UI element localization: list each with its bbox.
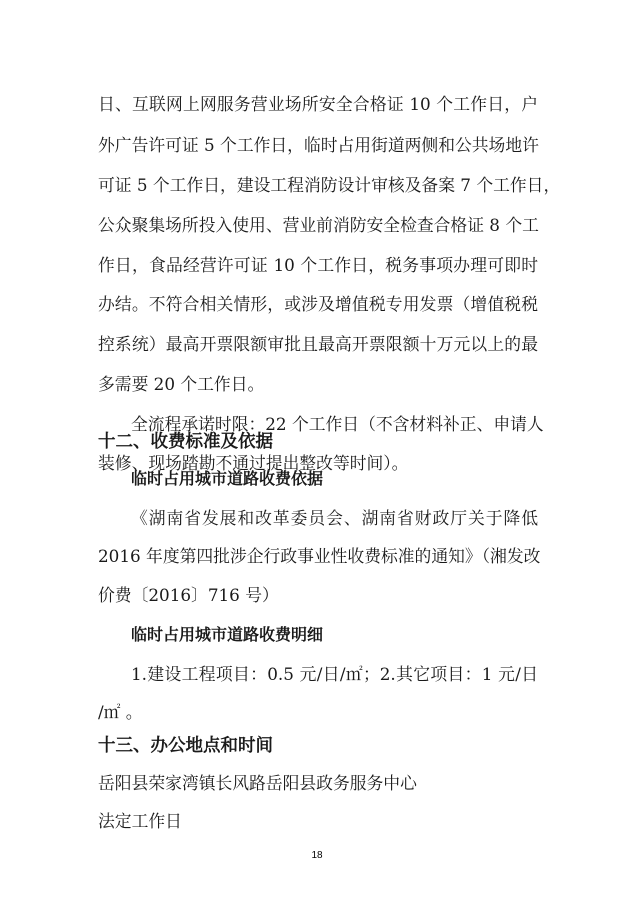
paragraph-line: 多需要 20 个工作日。 — [98, 374, 265, 394]
paragraph-line: 2016 年度第四批涉企行政事业性收费标准的通知》（湘发改 — [98, 546, 541, 566]
paragraph-line: 作日，食品经营许可证 10 个工作日，税务事项办理可即时 — [98, 255, 538, 275]
section-heading: 十二、收费标准及依据 — [98, 432, 273, 452]
paragraph-line: 《湖南省发展和改革委员会、湖南省财政厅关于降低 — [131, 508, 538, 528]
paragraph-line: 控系统）最高开票限额审批且最高开票限额十万元以上的最 — [98, 334, 538, 354]
section-heading: 十三、办公地点和时间 — [98, 736, 273, 756]
page-number: 18 — [311, 850, 323, 861]
paragraph-line: 办结。不符合相关情形，或涉及增值税专用发票（增值税税 — [98, 294, 538, 314]
paragraph-line: 日、互联网上网服务营业场所安全合格证 10 个工作日，户 — [98, 94, 538, 114]
paragraph-line: 装修、现场踏勘不通过提出整改等时间）。 — [98, 453, 409, 473]
paragraph-line: 可证 5 个工作日，建设工程消防设计审核及备案 7 个工作日， — [98, 175, 561, 195]
paragraph-line: 全流程承诺时限：22 个工作日（不含材料补正、申请人 — [131, 414, 544, 434]
paragraph-line: 价费〔2016〕716 号） — [98, 585, 279, 605]
paragraph-line: /㎡ 。 — [98, 702, 143, 722]
subsection-heading: 临时占用城市道路收费明细 — [131, 625, 324, 644]
paragraph-line: 公众聚集场所投入使用、营业前消防安全检查合格证 8 个工 — [98, 215, 539, 235]
office-hours: 法定工作日 — [98, 811, 182, 831]
paragraph-line: 外广告许可证 5 个工作日，临时占用街道两侧和公共场地许 — [98, 135, 539, 155]
paragraph-line: 1.建设工程项目：0.5 元/日/㎡；2.其它项目：1 元/日 — [131, 664, 538, 684]
office-address: 岳阳县荣家湾镇长风路岳阳县政务服务中心 — [98, 773, 417, 793]
subsection-heading: 临时占用城市道路收费依据 — [131, 469, 324, 488]
